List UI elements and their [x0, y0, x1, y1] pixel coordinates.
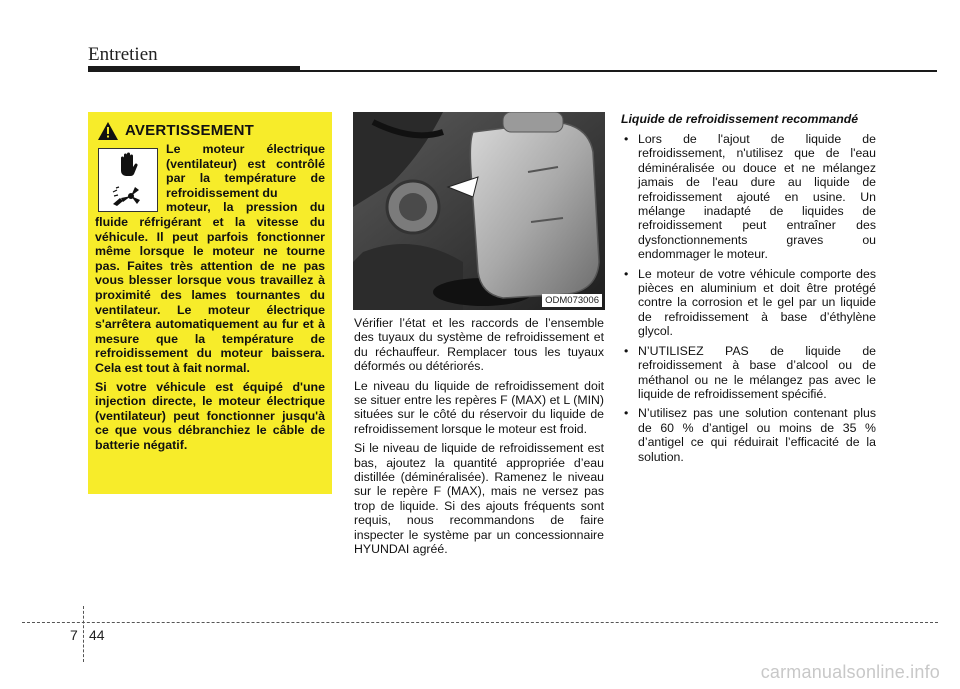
header-rule-thin [300, 70, 937, 72]
fan-hazard-icon [111, 184, 145, 208]
section-heading: Liquide de refroidissement recommandé [621, 112, 859, 126]
middle-column [354, 316, 604, 562]
middle-paragraph-2: Le niveau du liquide de refroidissement doit se situer entre les repères F (MAX) et L (MIN) situées sur le côté du réservoir du liquide de refroidissement lorsque le moteur est froid. [354, 378, 604, 436]
warning-paragraph-1-lead: Le moteur électrique (ventilateur) est contrôlé par la température de refroidissement du [166, 142, 325, 200]
watermark: carmanualsonline.info [760, 662, 940, 682]
footer-rule [22, 622, 938, 623]
warning-triangle-icon [97, 121, 119, 141]
chapter-number: 7 [70, 627, 78, 643]
list-item: • N’UTILISEZ PAS de liquide de refroidissement à base d’alcool ou de méthanol ou ne le mélangez pas avec le liquide de refroidissement spécifié. [618, 344, 876, 402]
engine-bay-photo [353, 112, 605, 310]
page-number: 44 [89, 627, 105, 643]
warning-pictogram [98, 148, 158, 212]
page-title: Entretien [88, 44, 158, 65]
photo-reference-label: ODM073006 [542, 294, 602, 307]
footer-divider [83, 606, 84, 662]
middle-paragraph-3: Si le niveau de liquide de refroidissement est bas, ajoutez la quantité appropriée d’eau distillée (déminéralisée). Ramenez le niveau sur le repère F (MAX), mais ne versez pas trop de liquide. Si des ajouts fréquents sont requis, nous recommandons de faire inspecter le système par un concessionnaire HYUNDAI agréé. [354, 441, 604, 557]
warning-box [88, 112, 332, 494]
warning-header [97, 120, 325, 142]
list-item: • Lors de l'ajout de liquide de refroidissement, n'utilisez que de l'eau déminéralisée ou douce et ne mélangez jamais de l'eau dure au liquide de refroidissement ajouté en usine. Un mélange inadapté de liquides de refroidissement peut entraîner des dysfonctionnements graves ou endommager le moteur. [618, 132, 876, 262]
list-item: • Le moteur de votre véhicule comporte des pièces en aluminium et doit être protégé contre la corrosion et le gel par un liquide de refroidissement à base d’éthylène glycol. [618, 267, 876, 339]
coolant-bullet-list [618, 132, 876, 464]
warning-paragraph-1-rest: moteur, la pression du fluide réfrigérant et la vitesse du véhicule. Il peut parfois fonctionner même lorsque le moteur ne tourne pas. Faites très attention de ne pas vous blesser lorsque vous travaillez à proximité des lames tournantes du ventilateur. Le moteur électrique s'arrêtera automatiquement au fur et à mesure que la température de refroidissement du moteur baissera. Cela est tout à fait normal. [95, 200, 325, 375]
coolant-reservoir-image [353, 112, 605, 310]
right-column [618, 112, 876, 469]
middle-paragraph-1: Vérifier l’état et les raccords de l’ensemble des tuyaux du système de refroidissement et du réchauffeur. Remplacer tous les tuyaux déformés ou détériorés. [354, 316, 604, 374]
list-item: • N’utilisez pas une solution contenant plus de 60 % d’antigel ou moins de 35 % d’antigel ce qui réduirait l’efficacité de la solution. [618, 406, 876, 464]
stop-hand-icon [117, 152, 139, 178]
header-rule-thick [88, 66, 300, 72]
warning-title: AVERTISSEMENT [125, 121, 255, 139]
warning-paragraph-2: Si votre véhicule est équipé d'une injection directe, le moteur électrique (ventilateur) peut fonctionner jusqu'à ce que vous débranchiez le câble de batterie négatif. [95, 379, 325, 452]
